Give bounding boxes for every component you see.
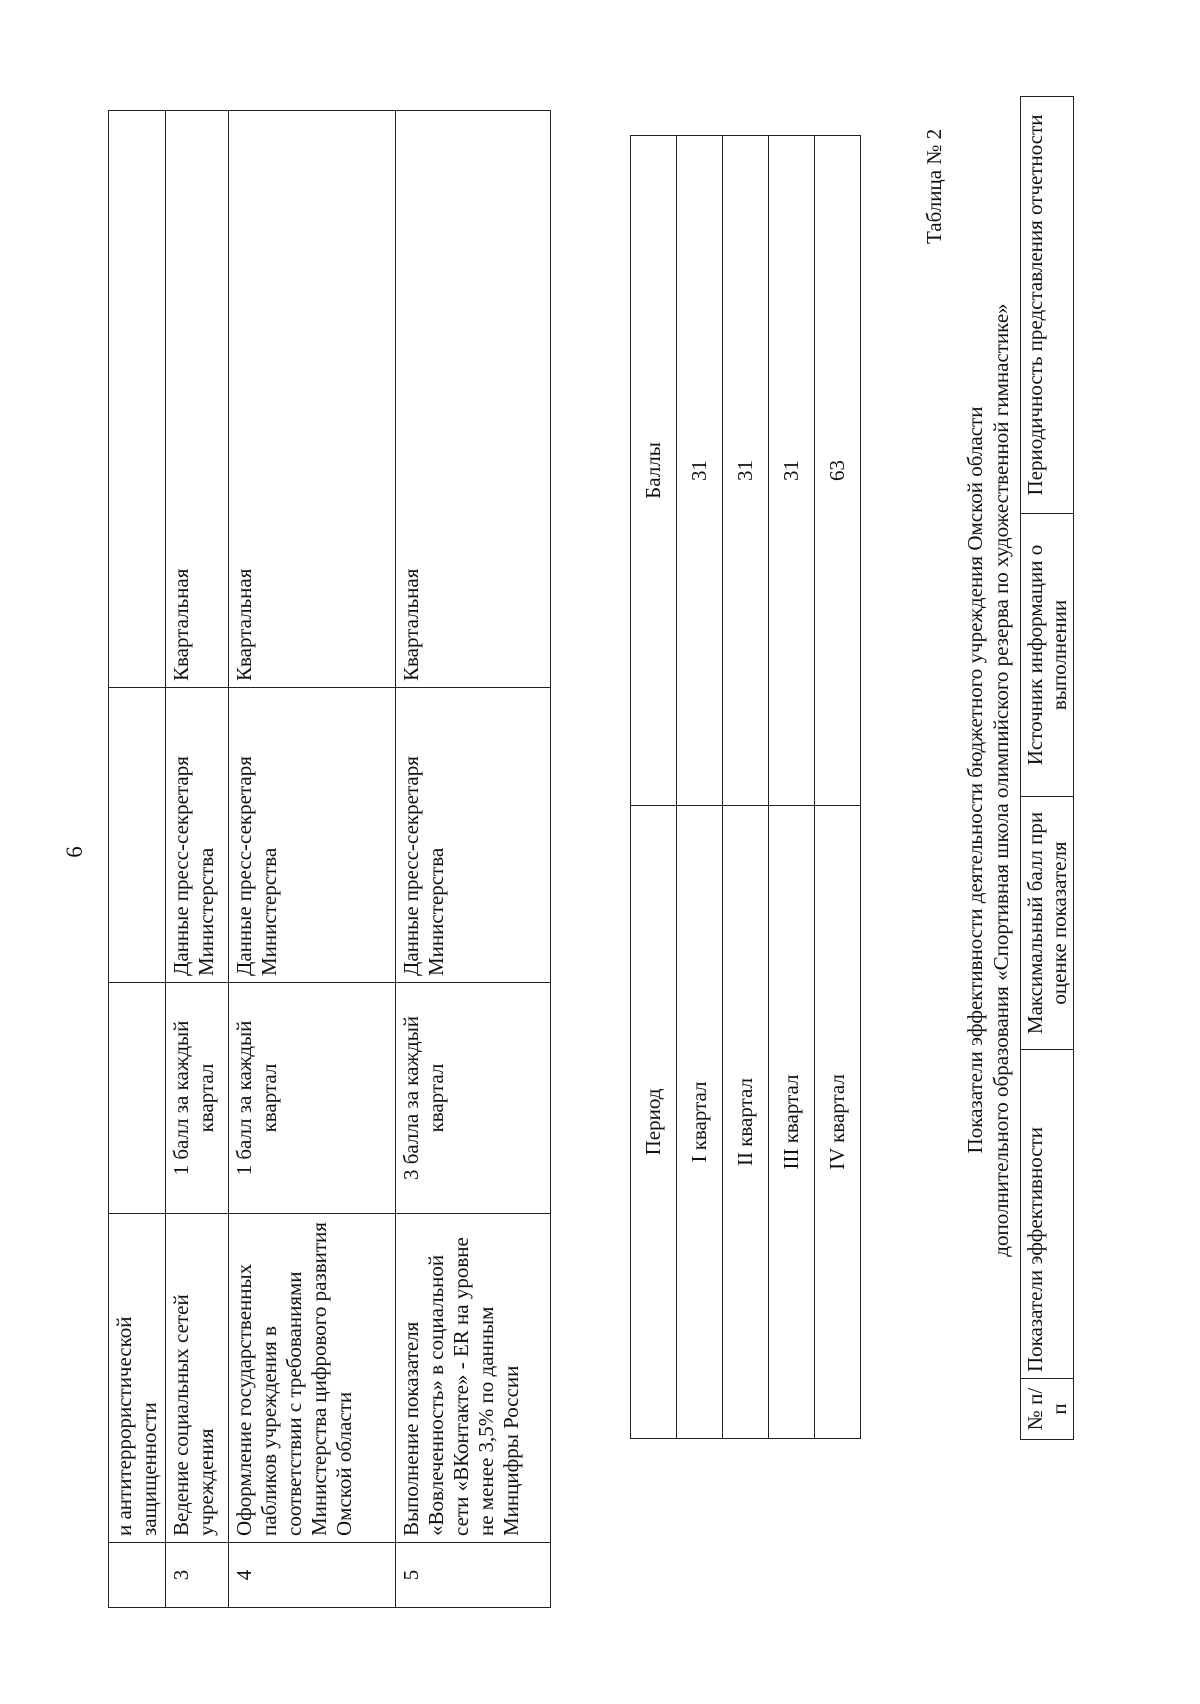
table-row [723, 136, 769, 1439]
page-number: 6 [62, 846, 87, 858]
source-cell: Данные пресс-секретаря Министерства [166, 688, 229, 983]
table-label: Таблица № 2 [922, 128, 946, 244]
score-cell: 31 [723, 136, 769, 806]
source-cell: Данные пресс-секретаря Министерства [396, 688, 551, 983]
indicator-header: Показатели эффективности [1021, 1050, 1074, 1379]
score-cell: 63 [815, 136, 861, 806]
score-cell: 31 [677, 136, 723, 806]
periodicity-cell [109, 111, 166, 688]
score-cell: 1 балл за каждый квартал [229, 983, 396, 1214]
row-number [109, 1543, 166, 1608]
row-number: 5 [396, 1543, 551, 1608]
number-header: № п/п [1021, 1379, 1074, 1440]
row-number: 3 [166, 1543, 229, 1608]
indicator-cell: Выполнение показателя «Вовлеченность» в социальной сети «ВКонтакте» - ER на уровне не менее 3,5% по данным Минцифры России [396, 1214, 551, 1543]
caption-line: Показатели эффективности деятельности бюджетного учреждения Омской области [963, 406, 987, 1154]
indicator-cell: Оформление государственных пабликов учреждения в соответствии с требованиями Министерства цифрового развития Омской области [229, 1214, 396, 1543]
table-header-row [1021, 97, 1074, 1440]
quarterly-scores-table [630, 135, 861, 1439]
indicator-cell: Ведение социальных сетей учреждения [166, 1214, 229, 1543]
table-row [109, 111, 166, 1608]
caption-line: дополнительного образования «Спортивная школа олимпийского резерва по художественной гимнастике» [989, 303, 1013, 1257]
period-cell: I квартал [677, 806, 723, 1439]
score-cell: 1 балл за каждый квартал [166, 983, 229, 1214]
criteria-table [108, 110, 551, 1608]
table-row [229, 111, 396, 1608]
max-score-header: Максимальный балл при оценке показателя [1021, 797, 1074, 1050]
score-cell [109, 983, 166, 1214]
period-cell: IV квартал [815, 806, 861, 1439]
period-header: Период [631, 806, 677, 1439]
periodicity-cell: Квартальная [166, 111, 229, 688]
efficiency-indicators-table [1020, 96, 1074, 1440]
row-number: 4 [229, 1543, 396, 1608]
score-cell: 31 [769, 136, 815, 806]
source-header: Источник информации о выполнении [1021, 514, 1074, 797]
score-cell: 3 балла за каждый квартал [396, 983, 551, 1214]
source-cell [109, 688, 166, 983]
indicator-cell: и антитеррористической защищенности [109, 1214, 166, 1543]
table-row [396, 111, 551, 1608]
table-row [166, 111, 229, 1608]
table-header-row [631, 136, 677, 1439]
period-cell: II квартал [723, 806, 769, 1439]
periodicity-header: Периодичность представления отчетности [1021, 97, 1074, 514]
periodicity-cell: Квартальная [396, 111, 551, 688]
table-row [769, 136, 815, 1439]
period-cell: III квартал [769, 806, 815, 1439]
table-caption [962, 120, 1014, 1440]
periodicity-cell: Квартальная [229, 111, 396, 688]
table-row [815, 136, 861, 1439]
source-cell: Данные пресс-секретаря Министерства [229, 688, 396, 983]
table-row [677, 136, 723, 1439]
score-header: Баллы [631, 136, 677, 806]
